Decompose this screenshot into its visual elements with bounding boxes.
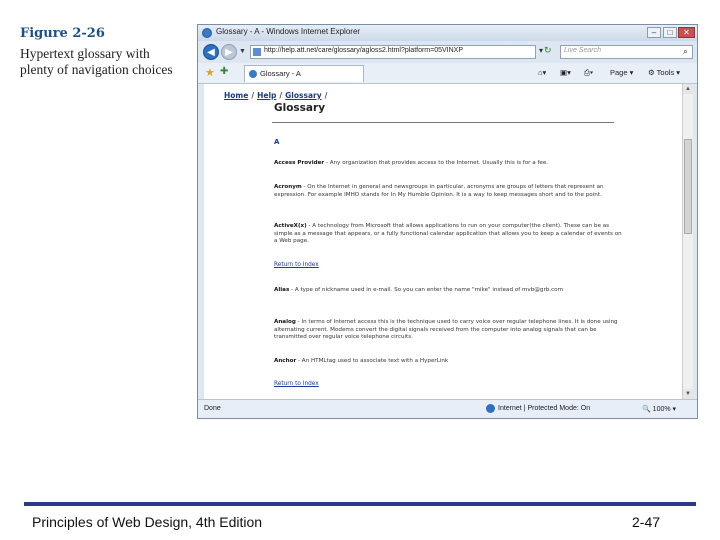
breadcrumb: Home / Help / Glossary / xyxy=(224,91,328,100)
figure-number: Figure 2-26 xyxy=(20,26,105,41)
page-content xyxy=(204,84,682,399)
status-bar xyxy=(198,399,697,418)
add-favorite-icon[interactable]: ✚ xyxy=(220,66,229,77)
close-button[interactable]: ✕ xyxy=(678,27,695,38)
entry-text: An HTMLtag used to associate text with a HyperLink xyxy=(301,358,449,364)
entry-text: On the Internet in general and newsgroups in particular, acronyms are groups of letters that represent an expression. For example IMHO stands for In My Humble Opinion. It is a way to keep messages short and to the point. xyxy=(274,184,604,198)
globe-icon xyxy=(486,404,495,413)
search-icon[interactable]: ⌕ xyxy=(682,46,688,56)
feeds-icon[interactable]: ▣▾ xyxy=(560,68,571,77)
tab-label: Glossary - A xyxy=(260,69,301,78)
breadcrumb-home[interactable]: Home xyxy=(224,91,249,100)
scroll-thumb[interactable] xyxy=(684,139,692,234)
forward-button[interactable]: ▶ xyxy=(221,44,237,60)
browser-window xyxy=(197,24,698,419)
tools-menu[interactable]: ⚙ Tools ▾ xyxy=(648,68,681,77)
glossary-entry: Anchor - An HTMLtag used to associate text with a HyperLink xyxy=(274,358,449,364)
divider xyxy=(272,122,614,123)
back-button[interactable]: ◀ xyxy=(203,44,219,60)
print-icon[interactable]: ⎙▾ xyxy=(584,68,594,77)
entry-text: In terms of Internet access this is the technique used to carry voice over regular telephone lines. It is done using alternating current. Modems convert the digital signals received from the computer into analog signals that can be transmitted over regular voice telephone circuits. xyxy=(274,319,618,340)
glossary-entry: Analog - In terms of Internet access this is the technique used to carry voice over regular telephone lines. It is done using alternating current. Modems convert the digital signals received from the computer into analog signals that can be transmitted over regular voice telephone circuits. xyxy=(274,319,618,340)
page-number: 2-47 xyxy=(632,514,661,530)
address-text[interactable]: http://help.att.net/care/glossary/agloss2.html?platform=05VINXP xyxy=(264,47,464,54)
refresh-icon[interactable]: ↻ xyxy=(544,45,552,55)
entry-term: Alias xyxy=(274,287,290,293)
entry-term: Anchor xyxy=(274,358,297,364)
glossary-entry: Access Provider - Any organization that provides access to the Internet. Usually this is for a fee. xyxy=(274,160,549,166)
address-dropdown-icon[interactable]: ▾ xyxy=(539,46,544,55)
vertical-scrollbar[interactable] xyxy=(682,84,693,399)
minimize-button[interactable]: – xyxy=(647,27,661,38)
entry-term: ActiveX(x) xyxy=(274,223,307,229)
entry-term: Analog xyxy=(274,319,296,325)
search-placeholder: Live Search xyxy=(564,47,601,54)
zoom-level[interactable]: 🔍 100% ▾ xyxy=(642,406,677,413)
tab-glossary[interactable] xyxy=(244,65,364,82)
page-icon xyxy=(253,48,261,56)
scroll-down-arrow-icon[interactable]: ▼ xyxy=(683,389,693,399)
breadcrumb-help[interactable]: Help xyxy=(257,91,277,100)
return-to-index-link[interactable]: Return to Index xyxy=(274,262,319,268)
entry-term: Acronym xyxy=(274,184,302,190)
search-box[interactable] xyxy=(560,45,693,59)
glossary-entry: Alias - A type of nickname used in e-mail. So you can enter the name "mike" instead of mvb@grb.com xyxy=(274,287,564,293)
zoom-value: 100% xyxy=(652,406,671,413)
history-dropdown-icon[interactable]: ▼ xyxy=(239,48,246,55)
page-menu-label: Page xyxy=(610,68,628,77)
letter-anchor[interactable]: A xyxy=(274,138,280,146)
page-title: Glossary xyxy=(274,102,326,114)
address-bar[interactable] xyxy=(250,45,536,59)
tab-bar xyxy=(198,63,697,84)
home-icon[interactable]: ⌂▾ xyxy=(538,68,547,77)
status-text: Done xyxy=(204,405,221,412)
tab-icon xyxy=(249,70,257,78)
maximize-button[interactable]: □ xyxy=(663,27,677,38)
page-menu[interactable]: Page ▾ xyxy=(610,68,634,77)
tools-menu-label: Tools xyxy=(656,68,675,77)
entry-text: A type of nickname used in e-mail. So you can enter the name "mike" instead of mvb@grb.com xyxy=(294,287,564,293)
ie-icon xyxy=(202,28,212,38)
breadcrumb-glossary[interactable]: Glossary xyxy=(285,91,322,100)
favorites-star-icon[interactable]: ★ xyxy=(205,67,215,79)
navigation-bar xyxy=(198,41,697,63)
scroll-up-arrow-icon[interactable]: ▲ xyxy=(683,84,693,94)
entry-text: Any organization that provides access to the Internet. Usually this is for a fee. xyxy=(329,160,549,166)
return-to-index-link[interactable]: Return to Index xyxy=(274,381,319,387)
figure-caption: Hypertext glossary with plenty of navigation choices xyxy=(20,46,173,77)
footer-rule xyxy=(24,502,696,506)
title-bar xyxy=(198,25,697,41)
entry-term: Access Provider xyxy=(274,160,325,166)
window-title: Glossary - A - Windows Internet Explorer xyxy=(216,27,361,36)
security-zone-text: Internet | Protected Mode: On xyxy=(498,405,591,412)
footer-title: Principles of Web Design, 4th Edition xyxy=(32,514,263,530)
glossary-entry: ActiveX(x) - A technology from Microsoft that allows applications to run on your computer(the client). These can be as simple as a message that appears, or a fully functional calendar application that allows you to keep a calendar of events on a Web page. xyxy=(274,223,622,244)
glossary-entry: Acronym - On the Internet in general and newsgroups in particular, acronyms are groups of letters that represent an expression. For example IMHO stands for In My Humble Opinion. It is a way to keep messages short and to the point. xyxy=(274,184,604,198)
entry-text: A technology from Microsoft that allows applications to run on your computer(the client). These can be as simple as a message that appears, or a fully functional calendar application that allows you to keep a calendar of events on a Web page. xyxy=(274,223,622,244)
